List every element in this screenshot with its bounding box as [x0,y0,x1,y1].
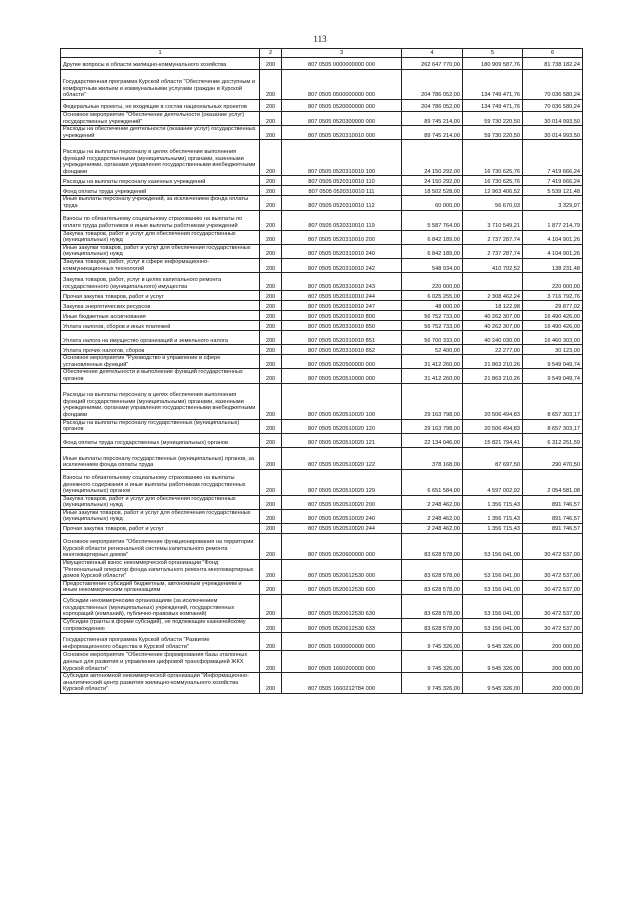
cell-code: 807 0505 0520510020 122 [282,447,402,469]
cell-v3: 3 329,97 [523,196,583,210]
cell-vr: 200 [260,580,282,594]
cell-v1: 89 745 214,00 [402,112,463,126]
cell-v2: 2 737 287,74 [463,230,523,244]
cell-name: Расходы на выплаты персоналу в целях обеспечения выполнения функций государственными (муниципальными) органами, казенными учреждениями, органами управления государственными внебюджетными фондами [61,140,260,176]
table-row [61,580,583,594]
table-row [61,301,583,311]
cell-v1: 29 163 798,00 [402,419,463,433]
cell-v2: 2 737 287,74 [463,244,523,258]
cell-name: Государственная программа Курской области "Обеспечение доступным и комфортным жильем и коммунальными услугами граждан в Курской области" [61,70,260,100]
cell-vr: 200 [260,633,282,651]
page-number: 113 [313,34,327,44]
cell-v2: 4 597 002,92 [463,469,523,495]
table-row [61,126,583,140]
cell-code: 807 0505 0520600000 000 [282,534,402,560]
cell-v1: 24 150 292,00 [402,176,463,186]
table-row [61,321,583,331]
cell-v3: 7 419 666,24 [523,176,583,186]
cell-v3: 8 657 303,17 [523,419,583,433]
cell-v2: 1 356 715,43 [463,524,523,534]
table-row [61,355,583,369]
cell-code: 807 0505 0520310010 110 [282,176,402,186]
cell-vr: 200 [260,331,282,345]
cell-code: 807 0505 0520510000 000 [282,369,402,383]
cell-v1: 52 400,00 [402,345,463,355]
cell-vr: 200 [260,301,282,311]
cell-v1: 6 842 189,00 [402,244,463,258]
cell-v1: 2 248 462,00 [402,509,463,523]
cell-v1: 83 628 578,00 [402,595,463,619]
column-header: 6 [523,49,583,58]
cell-vr: 200 [260,560,282,581]
cell-v3: 891 746,57 [523,509,583,523]
cell-v2: 53 156 041,00 [463,595,523,619]
cell-v3: 7 419 666,24 [523,140,583,176]
cell-v3: 891 746,57 [523,524,583,534]
cell-v2: 2 308 462,24 [463,291,523,301]
cell-code: 807 0505 0520300000 000 [282,112,402,126]
cell-vr: 200 [260,524,282,534]
cell-code: 807 0505 0520510020 240 [282,509,402,523]
cell-v1: 48 000,00 [402,301,463,311]
cell-v1: 548 934,00 [402,258,463,272]
cell-v1: 9 745 326,00 [402,651,463,673]
cell-name: Фонд оплаты труда государственных (муниципальных) органов [61,433,260,447]
table-row [61,311,583,321]
table-row [61,383,583,419]
table-row [61,58,583,70]
cell-code: 807 0505 0520500000 000 [282,355,402,369]
cell-v1: 83 628 578,00 [402,534,463,560]
cell-v3: 16 460 303,00 [523,331,583,345]
cell-code: 807 0505 0520612530 600 [282,580,402,594]
cell-code: 807 0505 0520510020 244 [282,524,402,534]
cell-code: 807 0505 0520612530 000 [282,560,402,581]
cell-name: Иные бюджетные ассигнования [61,311,260,321]
cell-v3: 6 312 251,59 [523,433,583,447]
cell-code: 807 0505 0520310010 112 [282,196,402,210]
cell-v2: 410 702,52 [463,258,523,272]
cell-v1: 83 628 578,00 [402,560,463,581]
cell-code: 807 0505 0520000000 000 [282,100,402,112]
cell-vr: 200 [260,447,282,469]
table-row [61,331,583,345]
cell-v3: 200 000,00 [523,633,583,651]
column-header: 4 [402,49,463,58]
cell-vr: 200 [260,311,282,321]
cell-v2: 87 697,50 [463,447,523,469]
cell-v3: 2 054 581,08 [523,469,583,495]
cell-vr: 200 [260,509,282,523]
cell-v2: 9 545 326,00 [463,633,523,651]
table-row [61,244,583,258]
cell-name: Закупка товаров, работ, услуг в сфере информационно-коммуникационных технологий [61,258,260,272]
cell-name: Взносы по обязательному социальному страхованию на выплаты денежного содержания и иные выплаты работникам государственных (муниципальных) органов [61,469,260,495]
cell-v1: 2 248 462,00 [402,495,463,509]
cell-name: Фонд оплаты труда учреждений [61,186,260,196]
cell-name: Расходы на выплаты персоналу казенных учреждений [61,176,260,186]
header-row [61,49,583,58]
cell-v3: 16 490 426,00 [523,321,583,331]
cell-vr: 200 [260,273,282,291]
table-row [61,345,583,355]
cell-vr: 200 [260,419,282,433]
cell-v3: 30 014 993,50 [523,112,583,126]
cell-v3: 70 036 580,24 [523,70,583,100]
cell-code: 807 0505 0520510020 129 [282,469,402,495]
cell-v3: 8 657 303,17 [523,383,583,419]
cell-v2: 40 262 307,00 [463,321,523,331]
cell-v2: 40 240 030,00 [463,331,523,345]
table-row [61,230,583,244]
table-row [61,186,583,196]
column-header: 3 [282,49,402,58]
column-header: 1 [61,49,260,58]
cell-vr: 200 [260,355,282,369]
cell-vr: 200 [260,291,282,301]
table-row [61,70,583,100]
cell-code: 807 0505 0520310010 119 [282,210,402,230]
cell-v3: 81 738 182,24 [523,58,583,70]
cell-v1: 6 842 189,00 [402,230,463,244]
cell-vr: 200 [260,345,282,355]
cell-name: Закупка товаров, работ и услуг для обеспечения государственных (муниципальных) нужд [61,230,260,244]
cell-name: Взносы по обязательному социальному страхованию на выплаты по оплате труда работников и иные выплаты работникам учреждений [61,210,260,230]
cell-name: Закупка товаров, работ и услуг для обеспечения государственных (муниципальных) нужд [61,495,260,509]
cell-code: 807 0505 0520310010 242 [282,258,402,272]
cell-name: Основное мероприятие "Обеспечение формирования базы эталонных данных для развития и управления цифровой трансформацией ЖКХ Курской области" [61,651,260,673]
cell-vr: 200 [260,469,282,495]
column-header: 5 [463,49,523,58]
cell-name: Основное мероприятие "Обеспечение функционирования на территории Курской области региональной системы капитального ремонта многоквартирных домов" [61,534,260,560]
cell-name: Иные выплаты персоналу государственных (муниципальных) органов, за исключением фонда оплаты труда [61,447,260,469]
cell-v3: 30 123,00 [523,345,583,355]
cell-v1: 9 745 326,00 [402,633,463,651]
table-row [61,447,583,469]
cell-v2: 53 156 041,00 [463,560,523,581]
cell-v3: 200 000,00 [523,651,583,673]
cell-v3: 138 231,48 [523,258,583,272]
cell-v2: 12 963 406,52 [463,186,523,196]
cell-v3: 16 490 426,00 [523,311,583,321]
cell-v3: 1 877 214,79 [523,210,583,230]
cell-code: 807 0505 0520510020 120 [282,419,402,433]
table-row [61,673,583,694]
cell-vr: 200 [260,321,282,331]
cell-v1: 378 168,00 [402,447,463,469]
cell-code: 807 0505 1660200000 000 [282,651,402,673]
cell-v2: 40 262 307,00 [463,311,523,321]
cell-v3: 9 549 049,74 [523,355,583,369]
cell-code: 807 0505 0520612530 630 [282,595,402,619]
cell-v3: 30 472 537,00 [523,580,583,594]
cell-vr: 200 [260,210,282,230]
cell-v1: 5 587 764,00 [402,210,463,230]
table-row [61,633,583,651]
cell-code: 807 0505 1660212784 000 [282,673,402,694]
column-header: 2 [260,49,282,58]
cell-code: 807 0505 0520310010 243 [282,273,402,291]
cell-name: Расходы на выплаты персоналу в целях обеспечения выполнения функций государственными (муниципальными) органами, казенными учреждениями, органами управления государственными внебюджетными фондами [61,383,260,419]
table-row [61,419,583,433]
cell-v1: 2 248 462,00 [402,524,463,534]
cell-v2: 3 710 549,21 [463,210,523,230]
table-header [61,49,583,58]
cell-v1: 24 150 292,00 [402,140,463,176]
table-row [61,210,583,230]
cell-v1: 18 502 528,00 [402,186,463,196]
cell-code: 807 0505 0500000000 000 [282,70,402,100]
cell-vr: 200 [260,126,282,140]
cell-code: 807 0505 0520310010 247 [282,301,402,311]
cell-name: Иные закупки товаров, работ и услуг для обеспечения государственных (муниципальных) нужд [61,244,260,258]
table-row [61,140,583,176]
cell-name: Предоставление субсидий бюджетным, автономным учреждениям и иным некоммерческим организациям [61,580,260,594]
cell-v2: 53 156 041,00 [463,580,523,594]
table-row [61,100,583,112]
cell-v1: 6 025 255,00 [402,291,463,301]
cell-name: Уплата налогов, сборов и иных платежей [61,321,260,331]
cell-v2: 15 821 794,41 [463,433,523,447]
cell-v1: 22 134 046,00 [402,433,463,447]
cell-code: 807 0505 0520310010 851 [282,331,402,345]
cell-code: 807 0505 0520310010 000 [282,126,402,140]
cell-name: Другие вопросы в области жилищно-коммунального хозяйства [61,58,260,70]
cell-v2: 22 277,00 [463,345,523,355]
cell-vr: 200 [260,258,282,272]
cell-v1: 56 752 733,00 [402,321,463,331]
table-row [61,509,583,523]
cell-v1: 83 628 578,00 [402,580,463,594]
cell-code: 807 0505 0520310010 800 [282,311,402,321]
cell-v1: 262 647 770,00 [402,58,463,70]
cell-code: 807 0505 0520310010 850 [282,321,402,331]
cell-code: 807 0505 0520310010 244 [282,291,402,301]
cell-name: Субсидии автономной некоммерческой организации "Информационно-аналитический центр развития жилищно-коммунального хозяйства Курской области" [61,673,260,694]
cell-v3: 30 472 537,00 [523,560,583,581]
cell-v2: 20 506 494,83 [463,419,523,433]
cell-v3: 200 000,00 [523,673,583,694]
budget-table [60,48,583,694]
cell-vr: 200 [260,70,282,100]
cell-v3: 29 877,02 [523,301,583,311]
cell-v3: 3 716 792,76 [523,291,583,301]
table-row [61,495,583,509]
cell-code: 807 0505 0520310010 852 [282,345,402,355]
cell-name: Обеспечение деятельности и выполнение функций государственных органов [61,369,260,383]
cell-name: Прочая закупка товаров, работ и услуг [61,524,260,534]
cell-v2: 9 545 326,00 [463,651,523,673]
cell-vr: 200 [260,534,282,560]
cell-vr: 200 [260,58,282,70]
cell-vr: 200 [260,383,282,419]
cell-vr: 200 [260,595,282,619]
cell-v2: 59 730 220,50 [463,126,523,140]
cell-code: 807 0505 1600000000 000 [282,633,402,651]
cell-name: Расходы на выплаты персоналу государственных (муниципальных) органов [61,419,260,433]
cell-v2: 9 545 326,00 [463,673,523,694]
cell-v3: 70 036 580,24 [523,100,583,112]
cell-code: 807 0505 0520310010 111 [282,186,402,196]
cell-v2: 1 356 715,43 [463,509,523,523]
table-row [61,291,583,301]
cell-v2: 1 356 715,43 [463,495,523,509]
cell-name: Субсидии некоммерческим организациям (за исключением государственных (муниципальных) учреждений, государственных корпораций (компаний), публично-правовых компаний) [61,595,260,619]
cell-vr: 200 [260,140,282,176]
table-row [61,369,583,383]
cell-v1: 29 163 798,00 [402,383,463,419]
cell-v3: 30 472 537,00 [523,595,583,619]
cell-vr: 200 [260,495,282,509]
cell-v3: 30 014 993,50 [523,126,583,140]
cell-v3: 5 539 121,48 [523,186,583,196]
cell-code: 807 0505 0520612530 633 [282,619,402,633]
cell-v1: 56 700 333,00 [402,331,463,345]
cell-name: Закупка товаров, работ, услуг в целях капитального ремонта государственного (муниципального) имущества [61,273,260,291]
cell-v1: 220 000,00 [402,273,463,291]
cell-vr: 200 [260,244,282,258]
cell-name: Государственная программа Курской области "Развитие информационного общества в Курской области" [61,633,260,651]
cell-v3: 4 104 901,26 [523,230,583,244]
cell-code: 807 0505 0520510020 200 [282,495,402,509]
cell-name: Закупка энергетических ресурсов [61,301,260,311]
cell-v2: 18 122,98 [463,301,523,311]
table-row [61,619,583,633]
cell-v1: 31 412 260,00 [402,369,463,383]
cell-vr: 200 [260,186,282,196]
cell-name: Прочая закупка товаров, работ и услуг [61,291,260,301]
cell-vr: 200 [260,651,282,673]
cell-name: Основное мероприятие "Руководство и управление в сфере установленных функций" [61,355,260,369]
cell-name: Уплата прочих налогов, сборов [61,345,260,355]
table-row [61,433,583,447]
table-row [61,176,583,186]
table-row [61,469,583,495]
cell-v3: 4 104 901,26 [523,244,583,258]
cell-v3: 290 470,50 [523,447,583,469]
cell-v2 [463,273,523,291]
cell-v2: 134 749 471,76 [463,70,523,100]
cell-vr: 200 [260,176,282,186]
cell-v2: 20 506 494,83 [463,383,523,419]
cell-v2: 56 670,03 [463,196,523,210]
cell-v1: 6 651 584,00 [402,469,463,495]
cell-name: Расходы на обеспечение деятельности (оказание услуг) государственных учреждений [61,126,260,140]
cell-v1: 89 745 214,00 [402,126,463,140]
cell-name: Имущественный взнос некоммерческой организации "Фонд "Региональный оператор фонда капитального ремонта многоквартирных домов Курской области" [61,560,260,581]
cell-v2: 21 863 210,26 [463,355,523,369]
cell-name: Федеральные проекты, не входящие в состав национальных проектов [61,100,260,112]
cell-vr: 200 [260,112,282,126]
cell-v3: 891 746,57 [523,495,583,509]
cell-code: 807 0505 0000000000 000 [282,58,402,70]
cell-v2: 134 749 471,76 [463,100,523,112]
cell-name: Основное мероприятие "Обеспечение деятельности (оказание услуг) государственных учреждений" [61,112,260,126]
table-row [61,524,583,534]
cell-v1: 204 786 052,00 [402,100,463,112]
cell-vr: 200 [260,673,282,694]
cell-code: 807 0505 0520310010 100 [282,140,402,176]
cell-v3: 220 000,00 [523,273,583,291]
cell-name: Иные выплаты персоналу учреждений, за исключением фонда оплаты труда [61,196,260,210]
cell-name: Уплата налога на имущество организаций и земельного налога [61,331,260,345]
cell-vr: 200 [260,196,282,210]
table-body [61,58,583,694]
table-row [61,196,583,210]
cell-v3: 9 549 049,74 [523,369,583,383]
cell-v2: 16 730 625,76 [463,176,523,186]
cell-v1: 56 752 733,00 [402,311,463,321]
table-row [61,258,583,272]
cell-v2: 53 156 041,00 [463,534,523,560]
cell-vr: 200 [260,369,282,383]
table-row [61,651,583,673]
cell-code: 807 0505 0520310010 200 [282,230,402,244]
cell-v2: 16 730 625,76 [463,140,523,176]
table-row [61,112,583,126]
cell-v1: 9 745 326,00 [402,673,463,694]
cell-v1: 83 628 578,00 [402,619,463,633]
cell-v3: 30 472 537,00 [523,534,583,560]
table-row [61,273,583,291]
cell-v1: 60 000,00 [402,196,463,210]
cell-code: 807 0505 0520510020 100 [282,383,402,419]
table-row [61,595,583,619]
cell-vr: 200 [260,619,282,633]
table-row [61,560,583,581]
cell-v1: 31 412 260,00 [402,355,463,369]
cell-vr: 200 [260,230,282,244]
cell-v2: 180 909 587,76 [463,58,523,70]
cell-code: 807 0505 0520510020 121 [282,433,402,447]
cell-vr: 200 [260,100,282,112]
cell-v3: 30 472 537,00 [523,619,583,633]
cell-vr: 200 [260,433,282,447]
cell-code: 807 0505 0520310010 240 [282,244,402,258]
table-row [61,534,583,560]
cell-v2: 53 156 041,00 [463,619,523,633]
cell-name: Иные закупки товаров, работ и услуг для обеспечения государственных (муниципальных) нужд [61,509,260,523]
cell-v2: 21 863 210,26 [463,369,523,383]
cell-name: Субсидии (гранты в форме субсидий), не подлежащие казначейскому сопровождению [61,619,260,633]
cell-v2: 59 730 220,50 [463,112,523,126]
cell-v1: 204 786 052,00 [402,70,463,100]
